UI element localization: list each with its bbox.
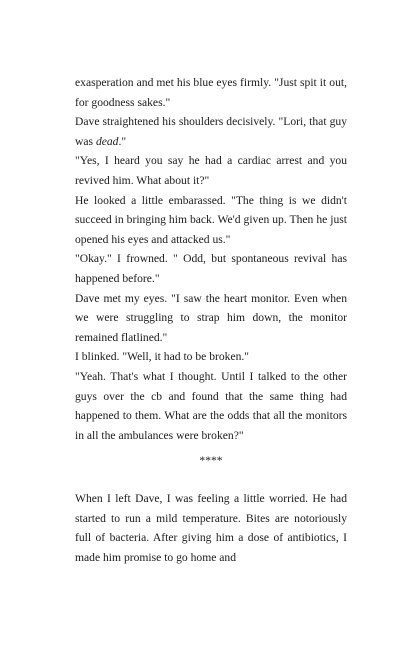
emphasized-word: dead: [95, 134, 119, 148]
paragraph: [75, 112, 347, 151]
story-text-before-break: [75, 73, 347, 445]
paragraph: Dave met my eyes. "I saw the heart monitor. Even when we were struggling to strap him down, the monitor remained flatlined.": [75, 291, 347, 344]
paragraph: "Okay." I frowned. " Odd, but spontaneous revival has happened before.": [75, 252, 347, 285]
story-text-after-break: [75, 489, 347, 567]
text-run: Dave straightened his shoulders decisively. "Lori, that guy was: [75, 115, 347, 148]
paragraph: He looked a little embarassed. "The thing is we didn't succeed in bringing him back. We'd given up. Then he just opened his eyes and attacked us.": [75, 193, 347, 246]
scene-break: ****: [199, 454, 223, 467]
paragraph: "Yes, I heard you say he had a cardiac arrest and you revived him. What about it?": [75, 154, 347, 187]
text-run: .": [118, 134, 127, 148]
paragraph: I blinked. "Well, it had to be broken.": [75, 350, 250, 364]
paragraph: "Yeah. That's what I thought. Until I talked to the other guys over the cb and found that the same thing had happened to them. What are the odds that all the monitors in all the ambulances were broken?": [75, 369, 347, 442]
paragraph: exasperation and met his blue eyes firmly. "Just spit it out, for goodness sakes.": [75, 76, 347, 109]
paragraph: When I left Dave, I was feeling a little worried. He had started to run a mild temperature. Bites are notoriously full of bacteria. After giving him a dose of antibiotics, I made him promise to go home and: [75, 492, 347, 564]
